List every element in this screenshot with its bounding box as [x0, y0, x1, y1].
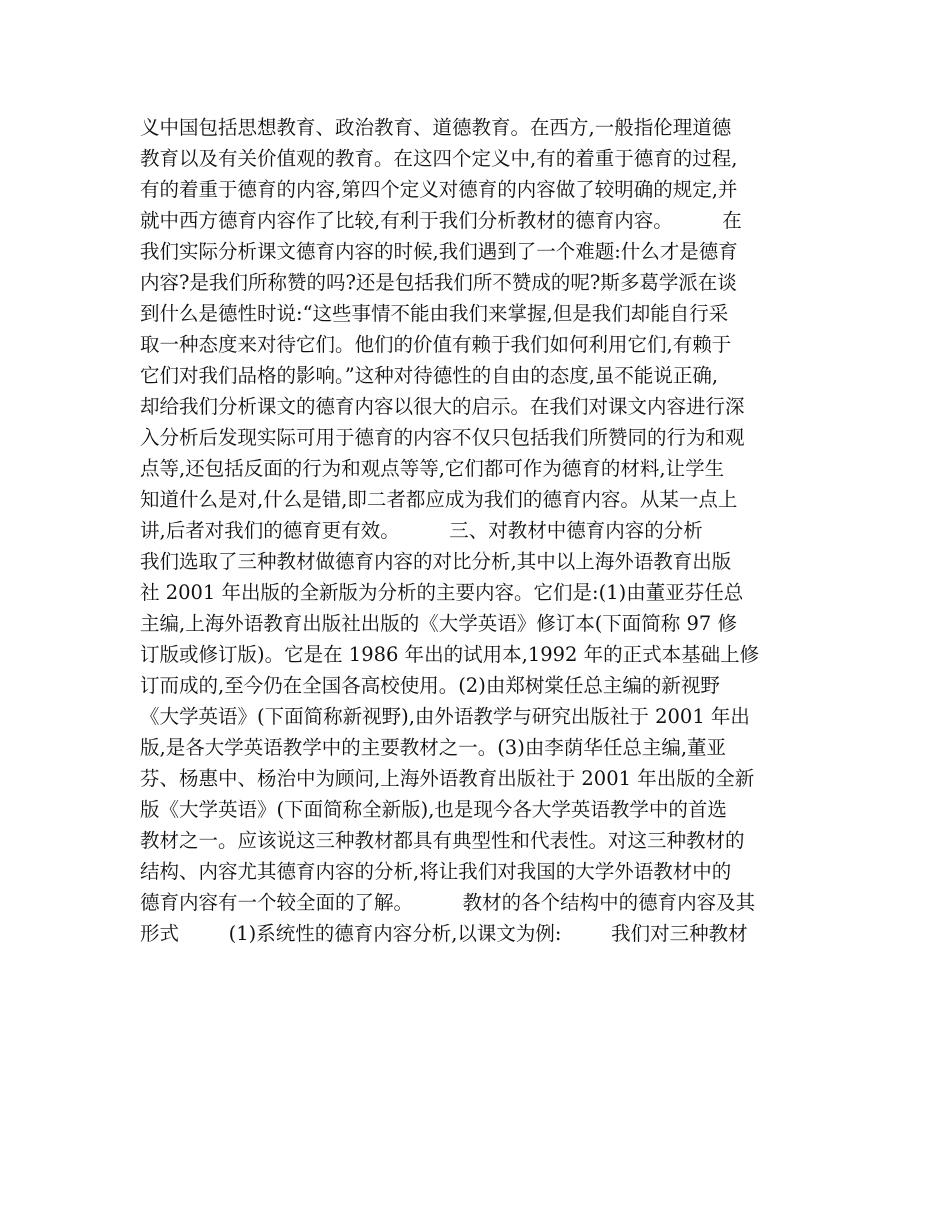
text-line: 社 2001 年出版的全新版为分析的主要内容。它们是:(1)由董亚芬任总 — [140, 581, 744, 604]
text-line: 教育以及有关价值观的教育。在这四个定义中,有的着重于德育的过程, — [140, 147, 738, 170]
text-line: 《大学英语》(下面简称新视野),由外语教学与研究出版社于 2001 年出 — [140, 705, 750, 728]
text-line: 主编,上海外语教育出版社出版的《大学英语》修订本(下面简称 97 修 — [140, 612, 738, 635]
text-line: 知道什么是对,什么是错,即二者都应成为我们的德育内容。从某一点上 — [140, 488, 738, 511]
text-line: 取一种态度来对待它们。他们的价值有赖于我们如何利用它们,有赖于 — [140, 333, 732, 356]
text-line: 我们实际分析课文德育内容的时候,我们遇到了一个难题:什么才是德育 — [140, 240, 738, 263]
text-line: 版《大学英语》(下面简称全新版),也是现今各大学英语教学中的首选 — [140, 798, 727, 821]
text-line: 德育内容有一个较全面的了解。 教材的各个结构中的德育内容及其 — [140, 891, 756, 914]
text-line: 它们对我们品格的影响。”这种对待德性的自由的态度,虽不能说正确, — [140, 364, 719, 387]
text-line: 到什么是德性时说:“这些事情不能由我们来掌握,但是我们却能自行采 — [140, 302, 729, 325]
text-line: 讲,后者对我们的德育更有效。 三、对教材中德育内容的分析 — [140, 519, 703, 542]
text-line: 有的着重于德育的内容,第四个定义对德育的内容做了较明确的规定,并 — [140, 178, 738, 201]
text-line: 形式 (1)系统性的德育内容分析,以课文为例: 我们对三种教材 — [140, 922, 748, 945]
text-line: 教材之一。应该说这三种教材都具有典型性和代表性。对这三种教材的 — [140, 829, 745, 852]
text-line: 入分析后发现实际可用于德育的内容不仅只包括我们所赞同的行为和观 — [140, 426, 745, 449]
text-line: 订而成的,至今仍在全国各高校使用。(2)由郑树棠任总主编的新视野 — [140, 674, 720, 697]
body-text — [140, 112, 820, 949]
text-line: 就中西方德育内容作了比较,有利于我们分析教材的德育内容。 在 — [140, 209, 742, 232]
text-line: 订版或修订版)。它是在 1986 年出的试用本,1992 年的正式本基础上修 — [140, 643, 760, 666]
text-line: 义中国包括思想教育、政治教育、道德教育。在西方,一般指伦理道德 — [140, 116, 732, 139]
text-line: 结构、内容尤其德育内容的分析,将让我们对我国的大学外语教材中的 — [140, 860, 732, 883]
text-line: 却给我们分析课文的德育内容以很大的启示。在我们对课文内容进行深 — [140, 395, 745, 418]
text-line: 点等,还包括反面的行为和观点等等,它们都可作为德育的材料,让学生 — [140, 457, 725, 480]
text-line: 芬、杨惠中、杨治中为顾问,上海外语教育出版社于 2001 年出版的全新 — [140, 767, 755, 790]
text-line: 我们选取了三种教材做德育内容的对比分析,其中以上海外语教育出版 — [140, 550, 732, 573]
text-line: 版,是各大学英语教学中的主要教材之一。(3)由李荫华任总主编,董亚 — [140, 736, 727, 759]
text-line: 内容?是我们所称赞的吗?还是包括我们所不赞成的呢?斯多葛学派在谈 — [140, 271, 737, 294]
